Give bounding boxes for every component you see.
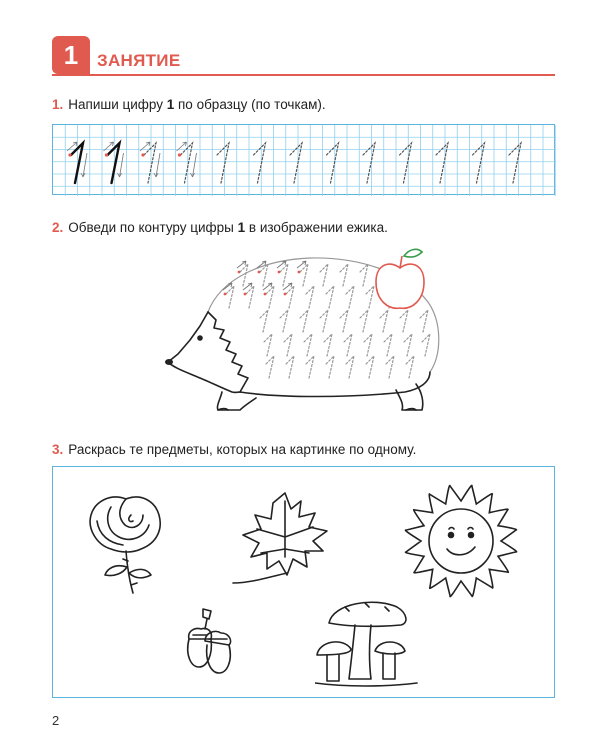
dotted-digit-one	[326, 356, 334, 378]
start-point-dot	[224, 293, 227, 296]
task-text: в изображении ежика.	[245, 220, 388, 235]
page-number: 2	[52, 713, 60, 728]
task-number: 1.	[52, 97, 64, 112]
direction-arrow	[223, 283, 232, 290]
start-point-dot	[244, 293, 247, 296]
dotted-digit-one	[404, 334, 412, 356]
direction-arrow	[297, 261, 306, 268]
dotted-digit-one	[340, 310, 348, 332]
task-digit: 1	[166, 97, 175, 112]
dotted-digit-one	[366, 356, 374, 378]
start-point-dot	[141, 153, 144, 156]
dotted-digit-one	[246, 286, 254, 308]
dotted-digit-one	[422, 334, 430, 356]
dotted-digit-one	[406, 356, 414, 378]
handwriting-grid-lines	[53, 125, 556, 196]
coloring-area[interactable]	[52, 466, 555, 698]
dotted-digit-one	[266, 286, 274, 308]
dotted-digit-one	[324, 334, 332, 356]
start-point-dot	[105, 153, 108, 156]
hedgehog-eye	[197, 335, 203, 341]
dotted-digit-one	[384, 334, 392, 356]
direction-arrow	[237, 261, 246, 268]
dotted-digit-one	[300, 310, 308, 332]
dotted-digit-one	[420, 310, 428, 332]
task-number: 2.	[52, 220, 64, 235]
dotted-digit-one	[306, 356, 314, 378]
dotted-digit-one	[280, 264, 288, 286]
task-3-instruction	[52, 441, 416, 459]
rose-icon[interactable]	[81, 485, 171, 597]
task-number: 3.	[52, 442, 64, 457]
task-text: по образцу (по точкам).	[174, 97, 326, 112]
dotted-digit-one	[260, 264, 268, 286]
dotted-digit-one	[400, 310, 408, 332]
dotted-digit-one	[346, 356, 354, 378]
dotted-digit-one	[290, 143, 302, 183]
sample-digit-one	[71, 143, 83, 183]
dotted-digit-one	[286, 356, 294, 378]
dotted-digit-one	[363, 143, 375, 183]
dotted-digit-one	[144, 143, 156, 183]
dotted-digit-one	[181, 143, 193, 183]
dotted-digit-one	[364, 334, 372, 356]
start-point-dot	[264, 293, 267, 296]
dotted-digit-one	[260, 310, 268, 332]
dotted-digit-one	[344, 334, 352, 356]
dotted-digit-one	[254, 143, 266, 183]
dotted-digit-one	[284, 334, 292, 356]
dotted-digit-one	[266, 356, 274, 378]
start-point-dot	[178, 153, 181, 156]
dotted-digit-one	[360, 310, 368, 332]
dotted-digit-one	[300, 264, 308, 286]
dotted-digit-one	[346, 286, 354, 308]
dotted-digit-one	[217, 143, 229, 183]
dotted-digit-one	[366, 286, 374, 308]
dotted-digit-one	[226, 286, 234, 308]
start-point-dot	[238, 271, 241, 274]
dotted-digit-one	[286, 286, 294, 308]
start-point-dot	[298, 271, 301, 274]
start-point-dot	[68, 153, 71, 156]
dotted-digit-one	[436, 143, 448, 183]
header-divider	[52, 74, 555, 76]
hedgehog-tracing-area[interactable]	[160, 242, 450, 420]
handwriting-grid[interactable]	[52, 124, 555, 195]
dotted-digit-one	[380, 310, 388, 332]
task-digit: 1	[237, 220, 246, 235]
lesson-title: ЗАНЯТИЕ	[97, 51, 181, 70]
task-2-instruction	[52, 219, 388, 237]
dotted-digit-one	[340, 264, 348, 286]
dotted-digit-one	[509, 143, 521, 183]
dotted-digit-one	[360, 264, 368, 286]
dotted-digit-one	[320, 310, 328, 332]
hedgehog-icon	[160, 242, 450, 420]
acorn-icon[interactable]	[173, 605, 237, 685]
task-text: Напиши цифру	[68, 97, 167, 112]
task-text: Обведи по контуру цифры	[68, 220, 238, 235]
dotted-digit-one	[400, 143, 412, 183]
dotted-digit-one	[386, 356, 394, 378]
direction-arrow	[243, 283, 252, 290]
hedgehog-nose	[165, 359, 173, 365]
task-1-instruction	[52, 96, 326, 114]
maple-leaf-icon[interactable]	[229, 487, 333, 587]
dotted-digit-one	[473, 143, 485, 183]
mushrooms-icon[interactable]	[315, 593, 419, 689]
dotted-digit-one	[264, 334, 272, 356]
start-point-dot	[278, 271, 281, 274]
sample-digit-one	[108, 143, 120, 183]
dotted-digit-one	[327, 143, 339, 183]
task-text: Раскрась те предметы, которых на картинке по одному.	[68, 442, 417, 457]
dotted-digit-one	[326, 286, 334, 308]
direction-arrow	[283, 283, 292, 290]
start-point-dot	[284, 293, 287, 296]
dotted-digit-one	[280, 310, 288, 332]
sun-icon[interactable]	[401, 481, 521, 601]
dotted-digit-one	[304, 334, 312, 356]
start-point-dot	[258, 271, 261, 274]
apple-icon	[376, 249, 424, 308]
dotted-digit-one	[306, 286, 314, 308]
dotted-digit-one	[320, 264, 328, 286]
lesson-number-badge: 1	[52, 36, 90, 74]
direction-arrow	[263, 283, 272, 290]
